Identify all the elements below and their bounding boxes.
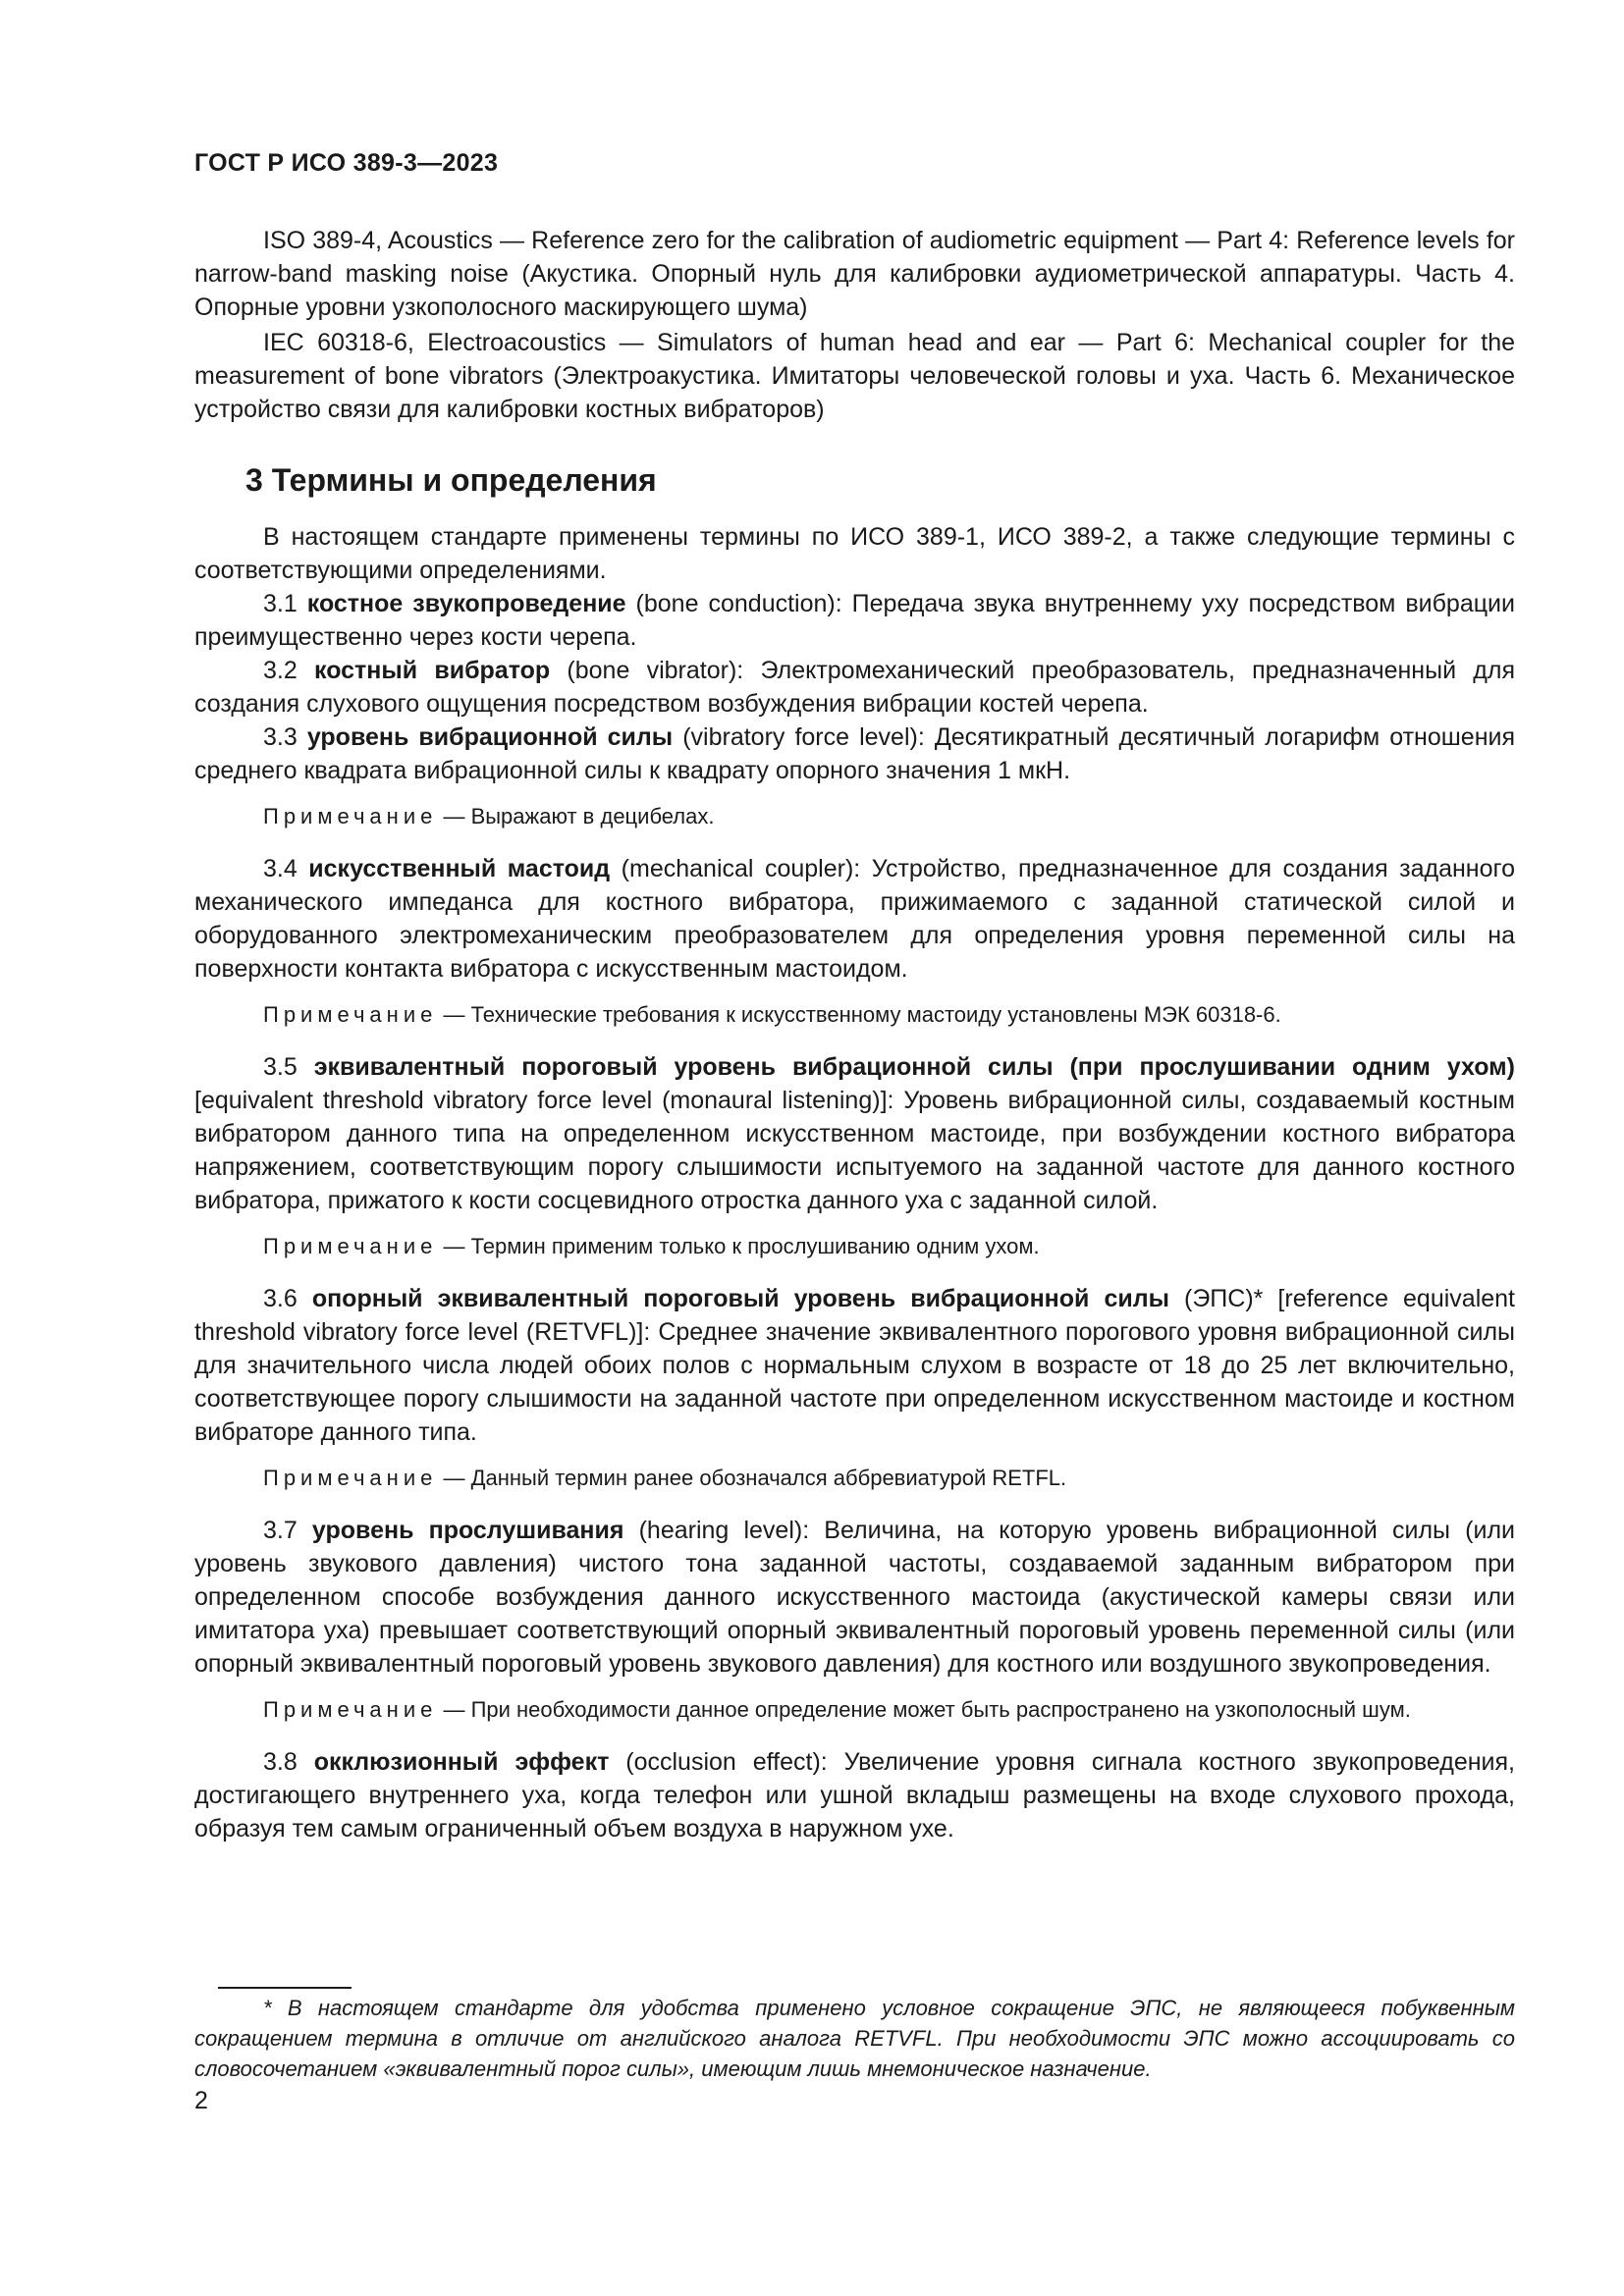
term-definition: (mechanical coupler): Устройство, предназначенное для создания заданного механического импеданса для костного вибратора, прижимаемого с заданной статической силой и оборудованного электромеханическим преобразователем для определения уровня переменной силы на поверхности контакта вибратора с искусственным мастоидом. (194, 855, 1515, 983)
reference-iso-389-4: ISO 389-4, Acoustics — Reference zero for the calibration of audiometric equipment — Part 4: Reference levels for narrow-band masking noise (Акустика. Опорный нуль для калибровки аудиометрической аппаратуры. Часть 4. Опорные уровни узкополосного маскирующего шума) (194, 227, 1515, 321)
term-number: 3.3 (263, 723, 298, 751)
term-3-2 (194, 654, 1515, 721)
term-name: искусственный мастоид (308, 855, 611, 882)
term-3-7 (194, 1514, 1515, 1681)
term-3-4 (194, 852, 1515, 986)
term-number: 3.4 (263, 855, 298, 882)
note-label: Примечание (263, 1697, 438, 1722)
term-definition: (ЭПС)* [reference equivalent threshold vibratory force level (RETVFL)]: Среднее значение эквивалентного порогового уровня вибрационной силы для значительного числа людей обоих полов с нормальным слухом в возрасте от 18 до 25 лет включительно, соответствующее порогу слышимости на заданной частоте при определенном искусственном мастоиде и костном вибраторе данного типа. (194, 1285, 1516, 1446)
term-3-8 (194, 1745, 1515, 1845)
term-number: 3.6 (263, 1285, 298, 1312)
note-3-4 (194, 999, 1515, 1031)
term-name: окклюзионный эффект (313, 1748, 610, 1776)
reference-iec-60318-6: IEC 60318-6, Electroacoustics — Simulators of human head and ear — Part 6: Mechanical coupler for the measurement of bone vibrators (Электроакустика. Имитаторы человеческой головы и уха. Часть 6. Механическое устройство связи для калибровки костных вибраторов) (194, 329, 1515, 423)
note-text: — Термин применим только к прослушиванию одним ухом. (437, 1234, 1040, 1258)
term-name: эквивалентный пороговый уровень вибрационной силы (при прослушивании одним ухом) (313, 1053, 1515, 1081)
note-label: Примечание (263, 1466, 438, 1490)
term-number: 3.8 (263, 1748, 298, 1776)
term-number: 3.2 (263, 657, 298, 684)
document-body (194, 224, 1515, 1845)
document-header: ГОСТ Р ИСО 389-3—2023 (194, 149, 499, 177)
term-definition: (vibratory force level): Десятикратный десятичный логарифм отношения среднего квадрата вибрационной силы к квадрату опорного значения 1 мкН. (194, 723, 1516, 784)
term-definition: (bone vibrator): Электромеханический преобразователь, предназначенный для создания слухового ощущения посредством возбуждения вибрации костей черепа. (194, 657, 1515, 718)
term-definition: [equivalent threshold vibratory force level (monaural listening)]: Уровень вибрационной силы, создаваемый костным вибратором данного типа на определенном искусственном мастоиде, при возбуждении костного вибратора напряжением, соответствующим порогу слышимости испытуемого на заданной частоте для данного костного вибратора, прижатого к кости сосцевидного отростка данного уха с заданной силой. (194, 1087, 1515, 1214)
footnote-divider (218, 1987, 352, 1989)
term-number: 3.1 (263, 590, 298, 617)
term-3-3 (194, 721, 1515, 787)
term-3-5 (194, 1050, 1515, 1217)
note-3-6 (194, 1463, 1515, 1494)
note-3-3 (194, 801, 1515, 832)
term-number: 3.5 (263, 1053, 298, 1081)
note-3-5 (194, 1231, 1515, 1262)
note-text: — Данный термин ранее обозначался аббревиатурой RETFL. (437, 1466, 1067, 1490)
term-name: уровень прослушивания (311, 1517, 624, 1544)
section-title: 3 Термины и определения (245, 462, 657, 498)
term-number: 3.7 (263, 1517, 298, 1544)
term-3-6 (194, 1282, 1515, 1449)
note-text: — При необходимости данное определение может быть распространено на узкополосный шум. (437, 1697, 1411, 1722)
term-name: костное звукопроведение (306, 590, 626, 617)
page-number: 2 (194, 2087, 208, 2114)
note-text: — Выражают в децибелах. (437, 804, 715, 828)
term-name: уровень вибрационной силы (306, 723, 674, 751)
note-label: Примечание (263, 1002, 438, 1027)
section-intro: В настоящем стандарте применены термины по ИСО 389-1, ИСО 389-2, а также следующие термины с соответствующими определениями. (194, 523, 1515, 584)
note-text: — Технические требования к искусственному мастоиду установлены МЭК 60318-6. (437, 1002, 1281, 1027)
term-definition: (hearing level): Величина, на которую уровень вибрационной силы (или уровень звукового давления) чистого тона заданной частоты, создаваемой заданным вибратором при определенном способе возбуждения данного искусственного мастоида (акустической камеры связи или имитатора уха) превышает соответствующий опорный эквивалентный пороговый уровень переменной силы (или опорный эквивалентный пороговый уровень звукового давления) для костного или воздушного звукопроведения. (194, 1517, 1515, 1678)
note-label: Примечание (263, 804, 438, 828)
note-3-7 (194, 1694, 1515, 1726)
term-definition: (occlusion effect): Увеличение уровня сигнала костного звукопроведения, достигающего внутреннего уха, когда телефон или ушной вкладыш размещены на входе слухового прохода, образуя тем самым ограниченный объем воздуха в наружном ухе. (194, 1748, 1516, 1842)
note-label: Примечание (263, 1234, 438, 1258)
term-definition: (bone conduction): Передача звука внутреннему уху посредством вибрации преимущественно через кости черепа. (194, 590, 1515, 651)
term-name: костный вибратор (314, 657, 551, 684)
footnote: * В настоящем стандарте для удобства применено условное сокращение ЭПС, не являющееся побуквенным сокращением термина в отличие от английского аналога RETVFL. При необходимости ЭПС можно ассоциировать со словосочетанием «эквивалентный порог силы», имеющим лишь мнемоническое назначение. (194, 1996, 1515, 2081)
term-name: опорный эквивалентный пороговый уровень вибрационной силы (311, 1285, 1169, 1312)
term-3-1 (194, 587, 1515, 654)
